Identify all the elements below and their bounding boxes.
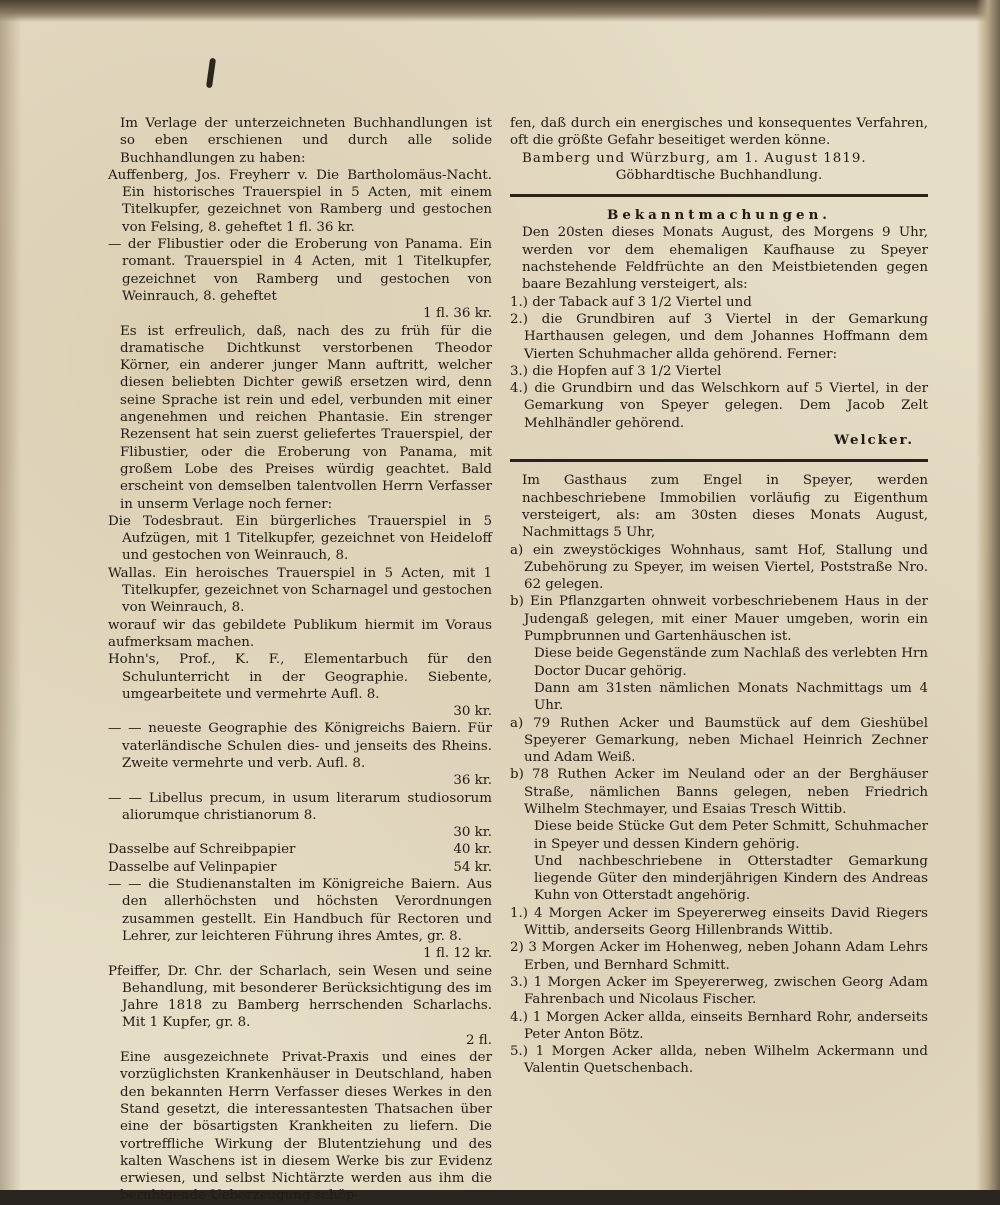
book-entry-bartholomaeus: Auffenberg, Jos. Freyherr v. Die Bartholomäus-Nacht. Ein historisches Trauerspiel in 5 Acten, mit einem Titelkupfer, gezeichnet von Ramberg und gestochen von Felsing, 8. geheftet 1 fl. 36 kr. [108, 167, 492, 235]
schreibpapier-price: 40 kr. [453, 842, 492, 858]
otterstadt-item-2: 2) 3 Morgen Acker im Hohenweg, neben Johann Adam Lehrs Erben, und Bernhard Schmitt. [510, 940, 928, 973]
book-entry-wallas: Wallas. Ein heroisches Trauerspiel in 5 Acten, mit 1 Titelkupfer, gezeichnet von Scharnagel und gestochen von Weinrauch, 8. [108, 565, 492, 616]
book-entry-scharlach: Pfeiffer, Dr. Chr. der Scharlach, sein Wesen und seine Behandlung, mit besonderer Berücksichtigung des im Jahre 1818 zu Bamberg herrschenden Scharlachs. Mit 1 Kupfer, gr. 8. [108, 963, 492, 1031]
price-hohn-geography: 30 kr. [453, 704, 492, 720]
auction-signature: Welcker. [834, 432, 914, 449]
section-divider-1 [510, 194, 928, 197]
otterstadt-item-3: 3.) 1 Morgen Acker im Speyererweg, zwischen Georg Adam Fahrenbach und Nicolaus Fischer. [510, 974, 928, 1008]
auction-item-2: 2.) die Grundbiren auf 3 Viertel in der Gemarkung Harthausen gelegen, und dem Johannes Hoffmann dem Vierten Schuhmacher allda gehörend. Ferner: [510, 311, 928, 362]
page-right-edge [976, 0, 1000, 1190]
immobilien-item-b: b) Ein Pflanzgarten ohnweit vorbeschriebenem Haus in der Judengaß gelegen, mit einer Mauer umgeben, worin ein Pumpbrunnen und Gartenhäuschen ist. [510, 594, 928, 645]
place-date-line: Bamberg und Würzburg, am 1. August 1819. [522, 150, 867, 166]
price-baiern-geography: 36 kr. [453, 773, 492, 789]
auction-intro: Den 20sten dieses Monats August, des Morgens 9 Uhr, werden vor dem ehemaligen Kaufhause zu Speyer nachstehende Feldfrüchte an den Meistbietenden gegen baare Bezahlung versteigert, als: [522, 225, 928, 293]
book-entry-baiern-geography: — — neueste Geographie des Königreichs Baiern. Für vaterländische Schulen dies- und jenseits des Rheins. Zweite vermehrte und verb. Aufl. 8. [108, 721, 492, 771]
left-column [108, 115, 492, 1205]
publisher-intro: Im Verlage der unterzeichneten Buchhandlungen ist so eben erschienen und durch alle solide Buchhandlungen zu haben: [120, 116, 492, 166]
price-libellus: 30 kr. [453, 825, 492, 841]
ink-blot [206, 58, 216, 89]
section-divider-2 [510, 459, 928, 462]
immobilien-item-a: a) ein zweystöckiges Wohnhaus, samt Hof, Stallung und Zubehörung zu Speyer, im weisen Viertel, Poststraße Nro. 62 gelegen. [510, 542, 928, 593]
otterstadt-intro: Und nachbeschriebene in Otterstadter Gemarkung liegende Güter den minderjährigen Kindern des Andreas Kuhn von Otterstadt angehörig. [534, 853, 928, 904]
price-studienanstalten: 1 fl. 12 kr. [423, 946, 492, 962]
review-paragraph: Es ist erfreulich, daß, nach des zu früh für die dramatische Dichtkunst verstorbenen Theodor Körner, ein anderer junger Mann auftritt, welcher diesen beliebten Dichter gewiß ersetzen wird, denn seine Sprache ist rein und edel, verbunden mit einer angenehmen und reichen Phantasie. Ein strenger Rezensent hat sein zuerst geliefertes Trauerspiel, der Flibustier, oder die Eroberung von Panama, mit großem Lobe des Preises würdig geachtet. Bald erscheint von demselben talentvollen Herrn Verfasser in unserm Verlage noch ferner: [120, 323, 492, 512]
auction-item-3: 3.) die Hopfen auf 3 1/2 Viertel [510, 363, 722, 379]
auction-item-1: 1.) der Taback auf 3 1/2 Viertel und [510, 294, 752, 310]
book-entry-flibustier: — der Flibustier oder die Eroberung von Panama. Ein romant. Trauerspiel in 4 Acten, mit 1 Titelkupfer, gezeichnet von Ramberg und gestochen von Weinrauch, 8. geheftet [108, 237, 492, 304]
velinpapier-price: 54 kr. [453, 859, 492, 875]
book-entry-libellus: — — Libellus precum, in usum literarum studiosorum aliorumque christianorum 8. [108, 790, 492, 823]
book-entry-studienanstalten: — — die Studienanstalten im Königreiche Baiern. Aus den allerhöchsten und höchsten Verordnungen zusammen gestellt. Ein Handbuch für Rectoren und Lehrer, zur leichteren Führung ihres Amtes, gr. 8. [108, 877, 492, 944]
hohn-geography-text: Hohn's, Prof., K. F., Elementarbuch für den Schulunterricht in der Geographie. Siebente, umgearbeitete und vermehrte Aufl. 8. [108, 652, 492, 702]
immobilien-intro: Im Gasthaus zum Engel in Speyer, werden nachbeschriebene Immobilien vorläufig zu Eigenthum versteigert, als: am 30sten dieses Monats August, Nachmittags 5 Uhr, [522, 473, 928, 541]
section-heading: Bekanntmachungen. [607, 207, 831, 224]
row-schreibpapier [108, 841, 492, 858]
immobilien-item-a2: a) 79 Ruthen Acker und Baumstück auf dem Gieshübel Speyerer Gemarkung, neben Michael Heinrich Zechner und Adam Weiß. [510, 715, 928, 766]
immobilien-note-2: Diese beide Stücke Gut dem Peter Schmitt, Schuhmacher in Speyer und dessen Kindern gehörig. [534, 819, 928, 852]
announcement-note: worauf wir das gebildete Publikum hiermit im Voraus aufmerksam machen. [108, 617, 492, 650]
immobilien-date-2: Dann am 31sten nämlichen Monats Nachmittags um 4 Uhr. [534, 680, 928, 714]
right-column [510, 115, 928, 1078]
otterstadt-item-5: 5.) 1 Morgen Acker allda, neben Wilhelm Ackermann und Valentin Quetschenbach. [510, 1044, 928, 1077]
immobilien-note-1: Diese beide Gegenstände zum Nachlaß des verlebten Hrn Doctor Ducar gehörig. [534, 646, 928, 679]
row-velinpapier [108, 859, 492, 876]
otterstadt-item-4: 4.) 1 Morgen Acker allda, einseits Bernhard Rohr, anderseits Peter Anton Bötz. [510, 1009, 928, 1042]
book-entry-hohn-geography [108, 651, 492, 703]
auction-item-4: 4.) die Grundbirn und das Welschkorn auf 5 Viertel, in der Gemarkung von Speyer gelegen. Dem Jacob Zelt Mehlhändler gehörend. [510, 381, 928, 431]
continuation-text: fen, daß durch ein energisches und konsequentes Verfahren, oft die größte Gefahr beseitiget werden könne. [510, 116, 928, 149]
velinpapier-label: Dasselbe auf Velinpapier [108, 859, 277, 875]
publisher-signature: Göbhardtische Buchhandlung. [615, 167, 823, 183]
price-flibustier: 1 fl. 36 kr. [423, 306, 492, 322]
immobilien-item-b2: b) 78 Ruthen Acker im Neuland oder an der Berghäuser Straße, nämlichen Banns gelegen, neben Friedrich Wilhelm Stechmayer, und Esaias Tresch Wittib. [510, 767, 928, 817]
schreibpapier-label: Dasselbe auf Schreibpapier [108, 842, 296, 858]
otterstadt-item-1: 1.) 4 Morgen Acker im Speyererweg einseits David Riegers Wittib, anderseits Georg Hillenbrands Wittib. [510, 905, 928, 939]
page-top-edge [0, 0, 1000, 22]
book-entry-todesbraut: Die Todesbraut. Ein bürgerliches Trauerspiel in 5 Aufzügen, mit 1 Titelkupfer, gezeichnet von Heideloff und gestochen von Weinrauch, 8. [108, 513, 492, 564]
price-scharlach: 2 fl. [466, 1032, 492, 1048]
scharlach-review: Eine ausgezeichnete Privat-Praxis und eines der vorzüglichsten Krankenhäuser in Deutschland, haben den bekannten Herrn Verfasser dieses Werkes in den Stand gesetzt, die interessantesten Thatsachen über eine der bösartigsten Krankheiten zu liefern. Die vortreffliche Wirkung der Blutentziehung und des kalten Waschens ist in diesem Werke bis zur Evidenz erwiesen, und selbst Nichtärzte werden aus ihm die beruhigende Ueberzeugung schöp- [120, 1050, 492, 1204]
